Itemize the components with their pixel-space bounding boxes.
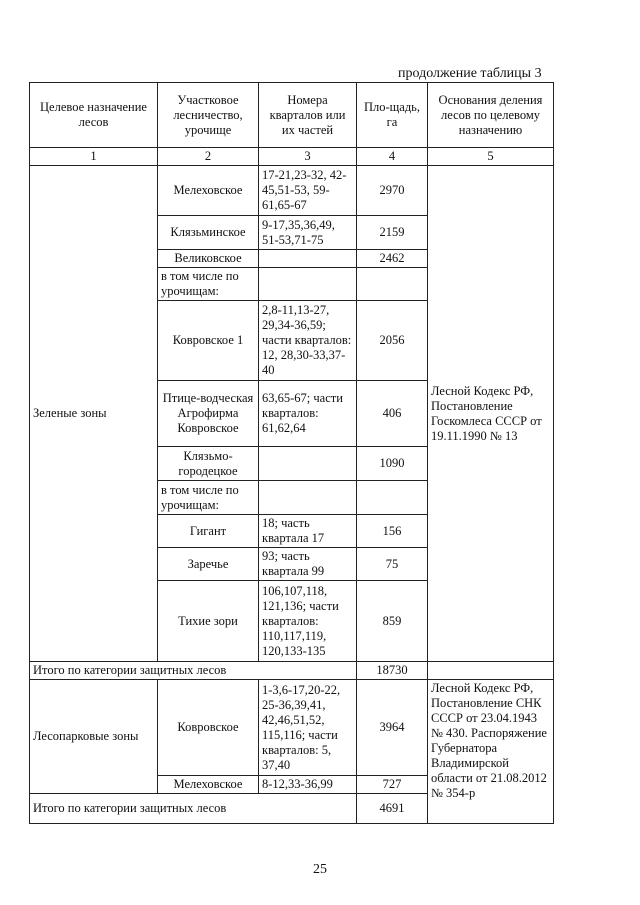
quarters-cell: 63,65-67; части кварталов: 61,62,64: [259, 381, 357, 447]
basis-park-zones: Лесной Кодекс РФ, Постановление СНК СССР от 23.04.1943 № 430. Распоряжение Губернатора Владимирской области от 21.08.2012 № 354-р: [428, 680, 554, 824]
table-row: [30, 166, 554, 216]
quarters-cell: [259, 447, 357, 481]
forestry-cell: Клязьминское: [158, 216, 259, 250]
col-number: 4: [357, 148, 428, 166]
total-label: Итого по категории защитных лесов: [30, 662, 357, 680]
area-cell: 859: [357, 581, 428, 662]
area-cell: 2970: [357, 166, 428, 216]
area-cell: [357, 481, 428, 515]
table-caption: продолжение таблицы 3: [398, 66, 542, 81]
forestry-cell: Мелеховское: [158, 776, 259, 794]
empty-cell: [428, 662, 554, 680]
table-row: [30, 680, 554, 776]
forestry-cell: Заречье: [158, 548, 259, 581]
purpose-green-zones: Зеленые зоны: [30, 166, 158, 662]
area-cell: [357, 268, 428, 301]
total-area: 4691: [357, 794, 428, 824]
quarters-cell: 93; часть квартала 99: [259, 548, 357, 581]
total-area: 18730: [357, 662, 428, 680]
total-row: [30, 662, 554, 680]
area-cell: 406: [357, 381, 428, 447]
area-cell: 727: [357, 776, 428, 794]
area-cell: 156: [357, 515, 428, 548]
quarters-cell: 2,8-11,13-27, 29,34-36,59; части кварталов: 12, 28,30-33,37-40: [259, 301, 357, 381]
quarters-cell: 106,107,118, 121,136; части кварталов: 110,117,119, 120,133-135: [259, 581, 357, 662]
forestry-cell: Гигант: [158, 515, 259, 548]
quarters-cell: 9-17,35,36,49, 51-53,71-75: [259, 216, 357, 250]
quarters-cell: 8-12,33-36,99: [259, 776, 357, 794]
forestry-cell: Ковровское 1: [158, 301, 259, 381]
header-basis: Основания деления лесов по целевому назначению: [428, 83, 554, 148]
forestry-subheading: в том числе по урочищам:: [158, 268, 259, 301]
col-number: 1: [30, 148, 158, 166]
header-forestry: Участковое лесничество, урочище: [158, 83, 259, 148]
quarters-cell: [259, 481, 357, 515]
forest-purpose-table: [29, 82, 554, 824]
forestry-cell: Мелеховское: [158, 166, 259, 216]
area-cell: 3964: [357, 680, 428, 776]
forestry-cell: Ковровское: [158, 680, 259, 776]
area-cell: 1090: [357, 447, 428, 481]
column-number-row: [30, 148, 554, 166]
purpose-park-zones: Лесопарковые зоны: [30, 680, 158, 794]
forestry-cell: Тихие зори: [158, 581, 259, 662]
forestry-cell: Клязьмо-городецкое: [158, 447, 259, 481]
quarters-cell: [259, 268, 357, 301]
forestry-subheading: в том числе по урочищам:: [158, 481, 259, 515]
quarters-cell: 1-3,6-17,20-22, 25-36,39,41, 42,46,51,52, 115,116; части кварталов: 5, 37,40: [259, 680, 357, 776]
area-cell: 75: [357, 548, 428, 581]
forestry-cell: Птице-водческая Агрофирма Ковровское: [158, 381, 259, 447]
col-number: 3: [259, 148, 357, 166]
header-area: Пло-щадь, га: [357, 83, 428, 148]
quarters-cell: 17-21,23-32, 42-45,51-53, 59-61,65-67: [259, 166, 357, 216]
quarters-cell: [259, 250, 357, 268]
header-quarters: Номера кварталов или их частей: [259, 83, 357, 148]
total-label: Итого по категории защитных лесов: [30, 794, 357, 824]
area-cell: 2462: [357, 250, 428, 268]
col-number: 5: [428, 148, 554, 166]
forestry-cell: Великовское: [158, 250, 259, 268]
col-number: 2: [158, 148, 259, 166]
area-cell: 2159: [357, 216, 428, 250]
table-header-row: [30, 83, 554, 148]
page-number: 25: [313, 862, 327, 877]
area-cell: 2056: [357, 301, 428, 381]
basis-green-zones: Лесной Кодекс РФ, Постановление Госкомлеса СССР от 19.11.1990 № 13: [428, 166, 554, 662]
header-purpose: Целевое назначение лесов: [30, 83, 158, 148]
quarters-cell: 18; часть квартала 17: [259, 515, 357, 548]
